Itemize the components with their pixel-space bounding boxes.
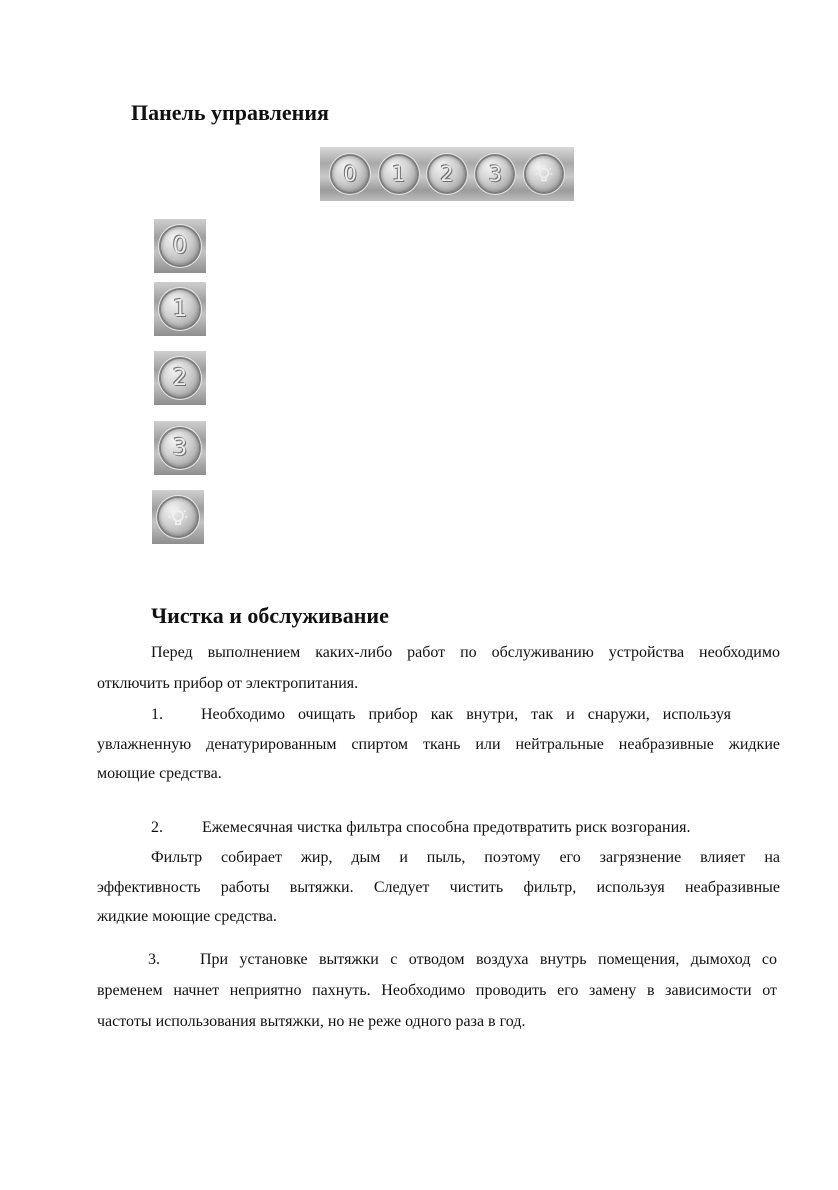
button-1-label: 1 <box>391 161 406 186</box>
button-0-tile <box>154 219 206 273</box>
item-3-line-3: частоты использования вытяжки, но не реже одного раза в год. <box>97 1013 526 1030</box>
intro-line-2: отключить прибор от электропитания. <box>97 675 359 692</box>
button-2-large-label: 2 <box>172 364 188 391</box>
item-2-line-2: Фильтр собирает жир, дым и пыль, поэтому его загрязнение влияет на <box>151 849 780 866</box>
item-3-line-2: временем начнет неприятно пахнуть. Необходимо проводить его замену в зависимости от <box>97 982 777 999</box>
button-light-large[interactable] <box>159 498 197 536</box>
button-2-label: 2 <box>440 161 454 186</box>
button-light[interactable] <box>526 156 562 192</box>
intro-line-1: Перед выполнением каких-либо работ по обслуживанию устройства необходимо <box>151 644 780 661</box>
button-0-large[interactable] <box>161 227 199 265</box>
button-3-label: 3 <box>488 161 503 186</box>
button-light-tile <box>152 490 204 544</box>
button-2[interactable] <box>429 156 465 192</box>
item-1-line-2: увлажненную денатурированным спиртом ткань или нейтральные неабразивные жидкие <box>97 736 780 753</box>
item-1-line-3: моющие средства. <box>97 765 222 782</box>
item-1-number: 1. <box>151 706 163 723</box>
light-bulb-icon <box>167 506 189 528</box>
maintenance-title: Чистка и обслуживание <box>151 603 389 628</box>
button-1-large[interactable] <box>161 290 199 328</box>
button-0[interactable] <box>332 156 368 192</box>
button-0-large-label: 0 <box>172 232 188 259</box>
item-2-line-3: эффективность работы вытяжки. Следует чистить фильтр, используя неабразивные <box>97 879 780 896</box>
button-1-tile <box>154 282 206 336</box>
item-2-line-4: жидкие моющие средства. <box>97 908 277 925</box>
item-2-number: 2. <box>151 819 163 836</box>
button-3-large-label: 3 <box>172 434 188 461</box>
item-2-line-1: Ежемесячная чистка фильтра способна предотвратить риск возгорания. <box>202 819 691 836</box>
item-3-number: 3. <box>148 951 160 968</box>
button-3[interactable] <box>477 156 513 192</box>
button-3-large[interactable] <box>161 429 199 467</box>
item-3-line-1: При установке вытяжки с отводом воздуха внутрь помещения, дымоход со <box>200 951 777 968</box>
button-0-label: 0 <box>343 161 357 186</box>
button-3-tile <box>154 421 206 475</box>
control-panel-title: Панель управления <box>131 100 329 125</box>
button-1[interactable] <box>381 156 417 192</box>
light-bulb-icon <box>534 164 554 184</box>
button-2-tile <box>154 351 206 405</box>
button-1-large-label: 1 <box>172 295 188 322</box>
button-2-large[interactable] <box>161 359 199 397</box>
item-1-line-1: Необходимо очищать прибор как внутри, так и снаружи, используя <box>201 706 731 723</box>
control-panel-strip <box>320 147 574 201</box>
